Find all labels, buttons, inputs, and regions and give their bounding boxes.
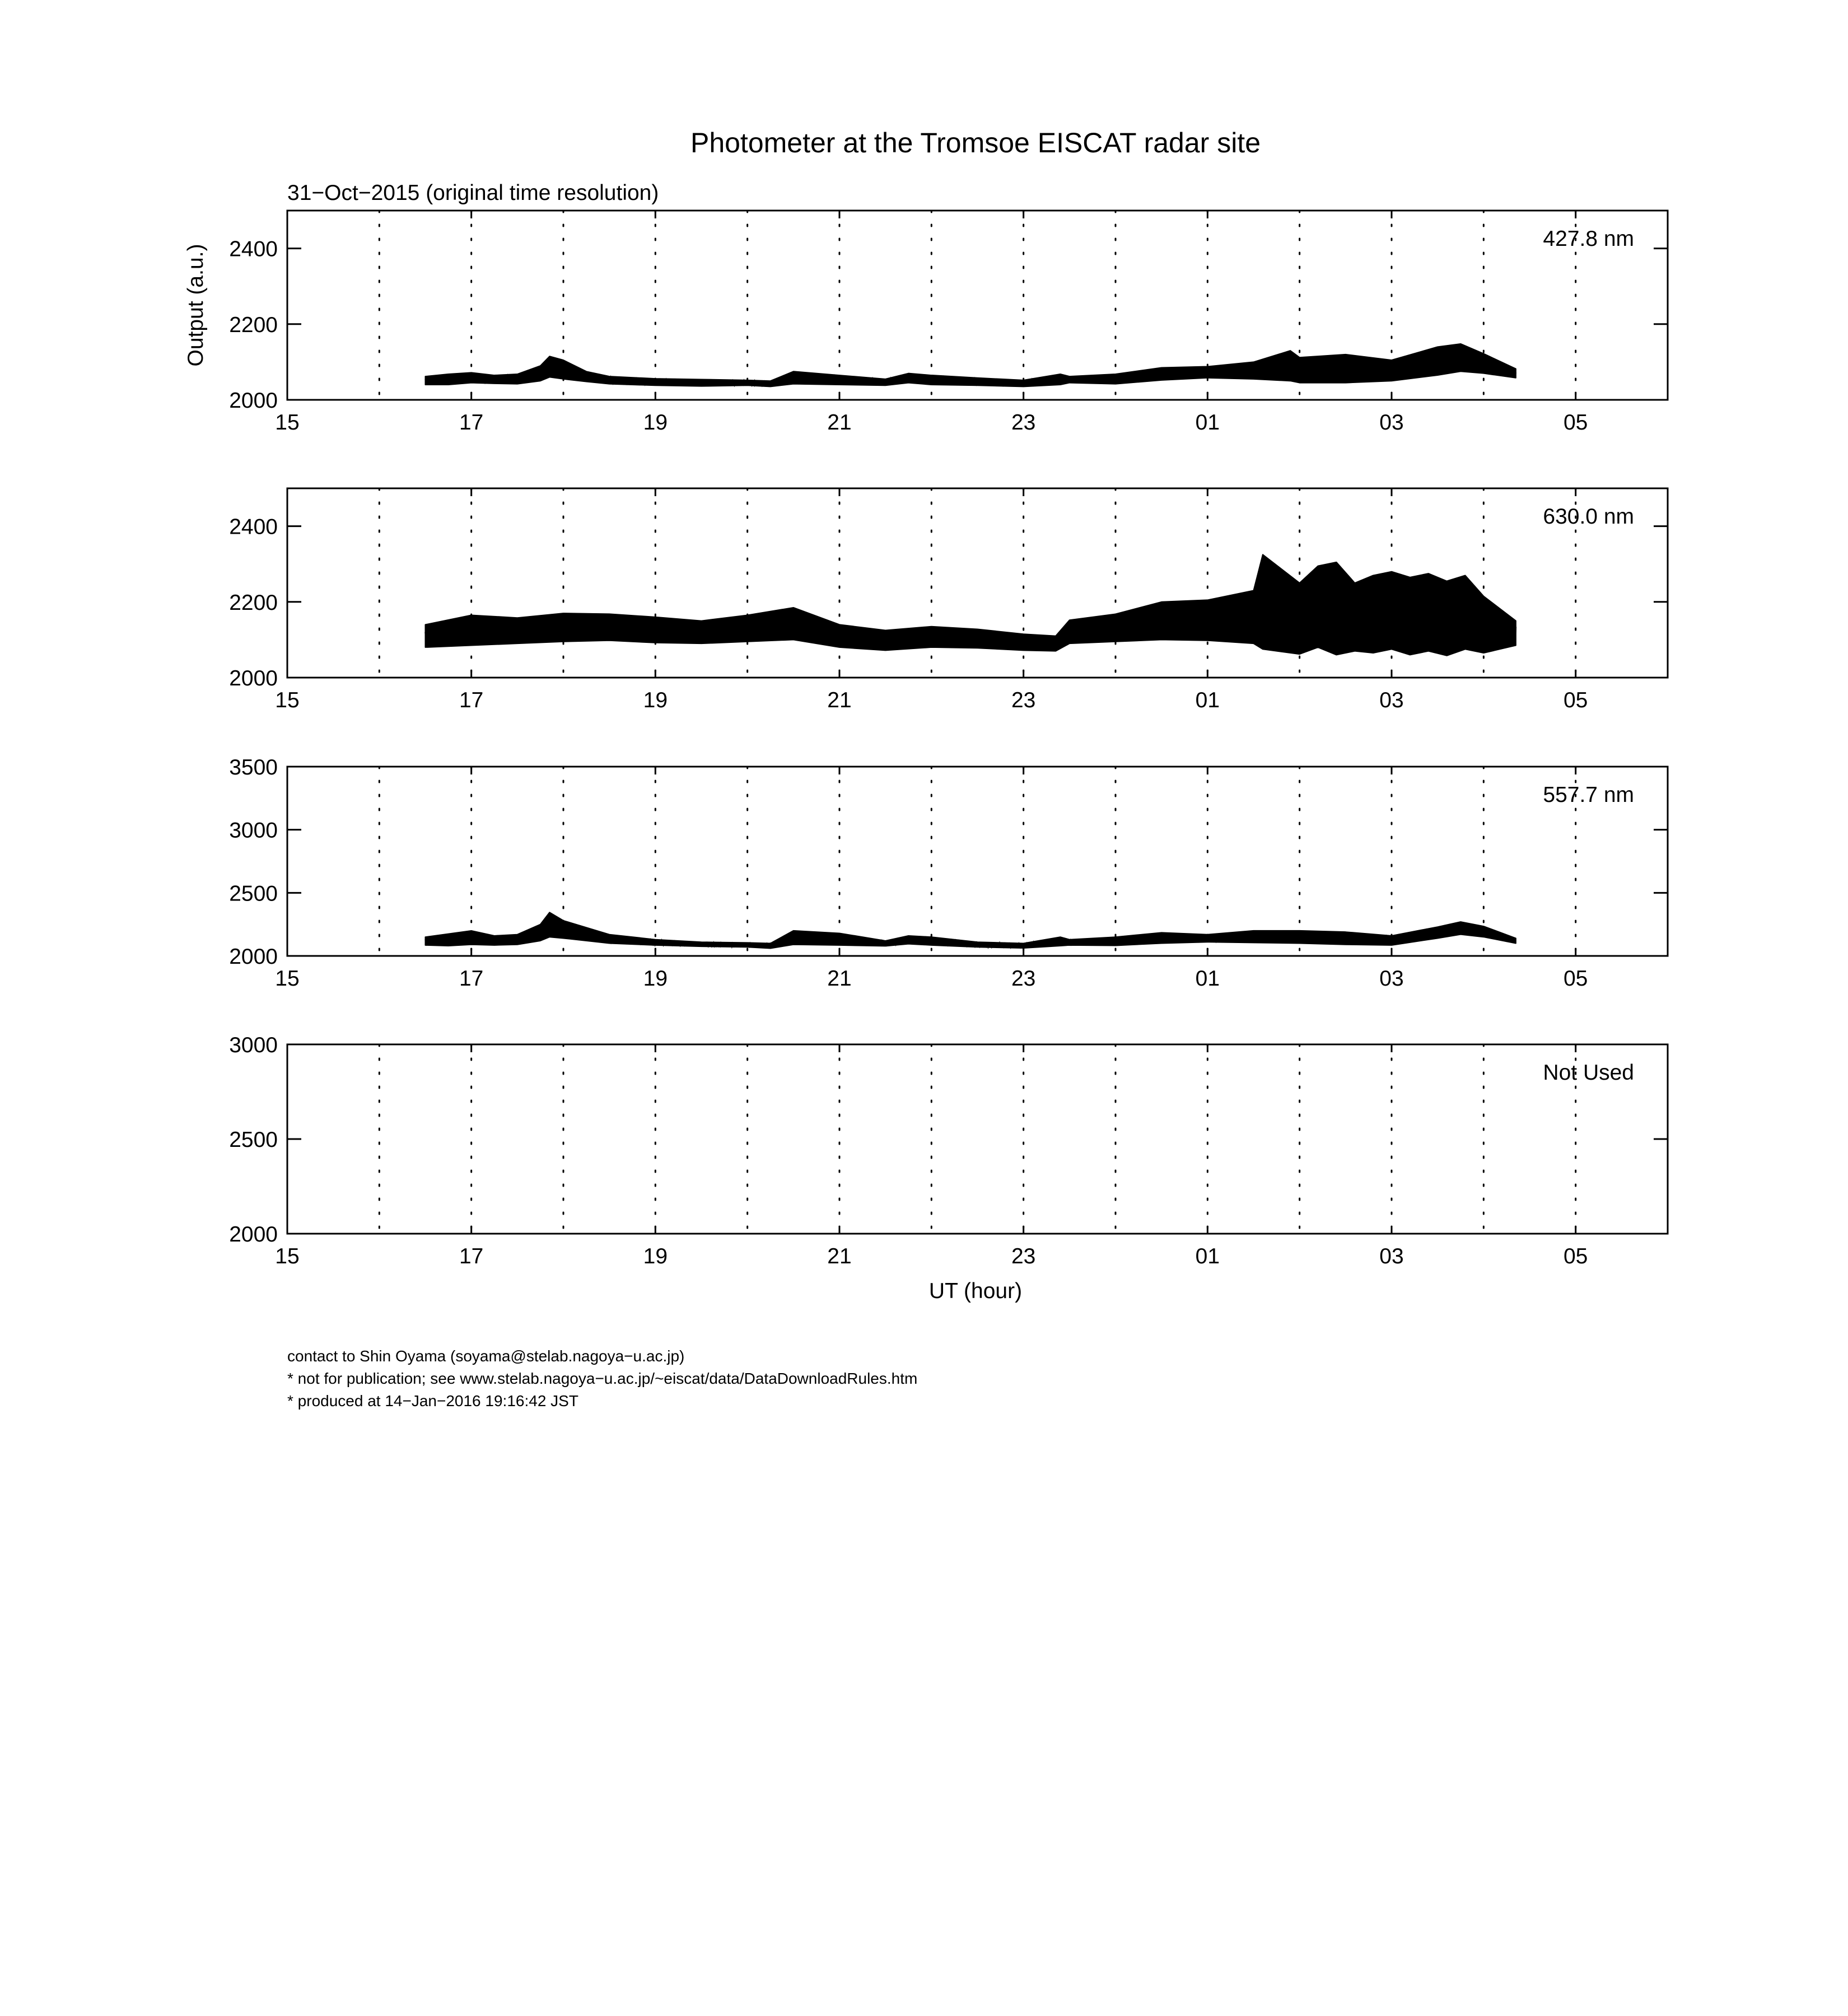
x-tick-label: 17 <box>459 688 484 712</box>
x-tick-label: 05 <box>1563 410 1588 435</box>
x-tick-label: 17 <box>459 967 484 991</box>
footer-produced: * produced at 14−Jan−2016 19:16:42 JST <box>287 1392 578 1410</box>
x-tick-label: 03 <box>1379 688 1404 712</box>
x-tick-label: 21 <box>827 1244 852 1268</box>
x-tick-label: 15 <box>275 688 300 712</box>
x-tick-label: 01 <box>1195 688 1220 712</box>
y-tick-label: 2200 <box>229 312 278 337</box>
x-tick-label: 05 <box>1563 1244 1588 1268</box>
axes-box <box>287 1044 1668 1234</box>
chart-title: Photometer at the Tromsoe EISCAT radar site <box>690 127 1261 158</box>
x-tick-label: 15 <box>275 410 300 435</box>
y-tick-label: 2400 <box>229 515 278 539</box>
x-tick-label: 21 <box>827 410 852 435</box>
x-tick-label: 03 <box>1379 967 1404 991</box>
x-tick-label: 01 <box>1195 967 1220 991</box>
y-tick-label: 2000 <box>229 945 278 969</box>
x-tick-label: 21 <box>827 688 852 712</box>
panel-1 <box>229 211 1668 435</box>
y-tick-label: 2000 <box>229 666 278 690</box>
x-tick-label: 15 <box>275 1244 300 1268</box>
x-tick-label: 23 <box>1011 410 1036 435</box>
series-label: 427.8 nm <box>1543 227 1634 251</box>
footer-notes <box>287 1345 917 1412</box>
panel-3 <box>229 755 1668 991</box>
x-tick-label: 19 <box>643 1244 668 1268</box>
y-tick-label: 2200 <box>229 590 278 615</box>
x-tick-label: 15 <box>275 967 300 991</box>
y-tick-label: 2500 <box>229 1128 278 1152</box>
x-tick-label: 23 <box>1011 688 1036 712</box>
y-tick-label: 3000 <box>229 818 278 843</box>
x-tick-label: 21 <box>827 967 852 991</box>
x-tick-label: 19 <box>643 410 668 435</box>
x-tick-label: 05 <box>1563 688 1588 712</box>
x-tick-label: 01 <box>1195 1244 1220 1268</box>
x-tick-label: 19 <box>643 967 668 991</box>
y-axis-label: Output (a.u.) <box>184 244 208 367</box>
chart-subtitle: 31−Oct−2015 (original time resolution) <box>287 181 659 205</box>
y-tick-label: 2500 <box>229 881 278 906</box>
x-tick-label: 03 <box>1379 1244 1404 1268</box>
x-tick-label: 05 <box>1563 967 1588 991</box>
series-label: 557.7 nm <box>1543 783 1634 807</box>
y-tick-label: 2400 <box>229 237 278 262</box>
x-tick-label: 17 <box>459 1244 484 1268</box>
x-axis-label: UT (hour) <box>928 1279 1023 1303</box>
footer-contact: contact to Shin Oyama (soyama@stelab.nagoya−u.ac.jp) <box>287 1347 685 1365</box>
x-tick-label: 01 <box>1195 410 1220 435</box>
footer-rules: * not for publication; see www.stelab.nagoya−u.ac.jp/~eiscat/data/DataDownloadRules.htm <box>287 1370 918 1387</box>
y-tick-label: 2000 <box>229 389 278 413</box>
x-tick-label: 19 <box>643 688 668 712</box>
x-tick-label: 23 <box>1011 967 1036 991</box>
y-tick-label: 3500 <box>229 755 278 780</box>
x-tick-label: 17 <box>459 410 484 435</box>
series-label: Not Used <box>1543 1061 1634 1085</box>
series-label: 630.0 nm <box>1543 505 1634 529</box>
x-tick-label: 03 <box>1379 410 1404 435</box>
x-tick-label: 23 <box>1011 1244 1036 1268</box>
panel-4 <box>229 1033 1668 1268</box>
panel-2 <box>229 488 1668 712</box>
y-tick-label: 2000 <box>229 1222 278 1247</box>
y-tick-label: 3000 <box>229 1033 278 1057</box>
